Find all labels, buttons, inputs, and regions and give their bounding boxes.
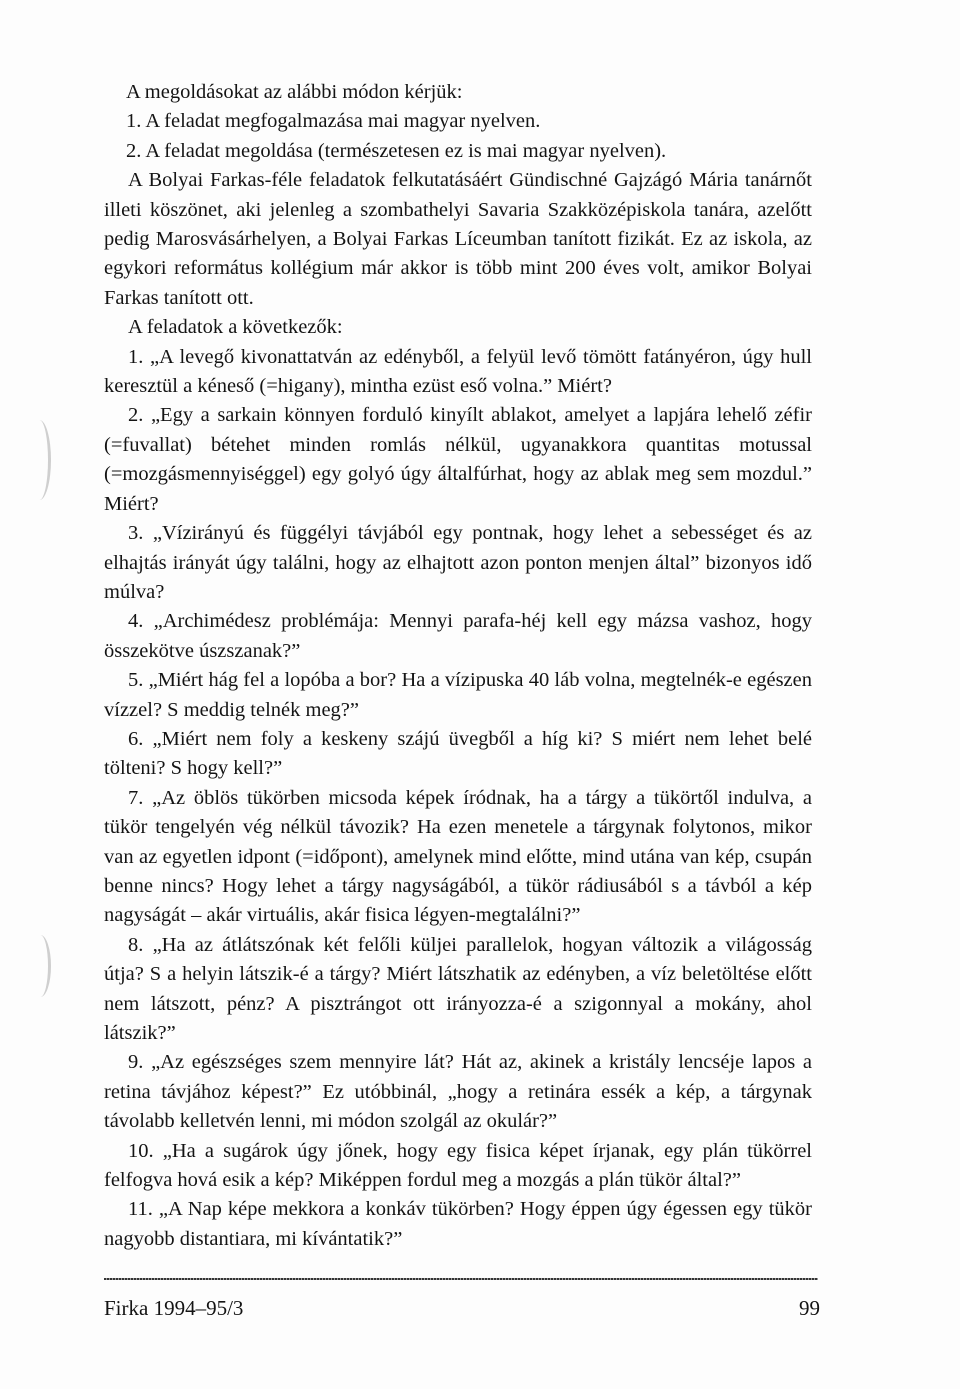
task-item: 11. „A Nap képe mekkora a konkáv tükörben? Hogy éppen úgy égessen egy tükör nagyobb distantiara, mi kívántatik?” xyxy=(104,1198,812,1250)
journal-issue: Firka 1994–95/3 xyxy=(104,1296,244,1320)
task-item: 10. „Ha a sugárok úgy jőnek, hogy egy fisica képet írjanak, egy plán tükörrel felfogva hová esik a kép? Miképpen fordul meg a mozgás a plán tükör által?” xyxy=(104,1139,812,1192)
task-item: 3. „Vízirányú és függélyi távjából egy pontnak, hogy lehet a sebességet és az elhajtás irányát úgy találni, hogy az elhajtott azon ponton menjen által” bizonyos idő múlva? xyxy=(104,522,812,603)
task-item: 4. „Archimédesz problémája: Mennyi parafa-héj kell egy mázsa vashoz, hogy összekötve úszszanak?” xyxy=(104,610,812,662)
tasks-heading: A feladatok a következők: xyxy=(128,316,343,339)
task-item: 6. „Miért nem foly a keskeny szájú üvegből a híg ki? S miért nem lehet belé tölteni? S hogy kell?” xyxy=(104,727,812,780)
footer-rule xyxy=(104,1278,818,1280)
body-text xyxy=(104,78,812,1254)
intro-line: 1. A feladat megfogalmazása mai magyar nyelven. xyxy=(126,110,541,133)
page-edge-shadow xyxy=(28,420,51,500)
task-item: 8. „Ha az átlátszónak két felőli küljei parallelok, hogyan változik a világosság útja? S a helyin látszik-é a tárgy? Miért látszhatik az edényben, a víz beletöltése előtt nem látszott, pénz? A pisztrángot ott irányozza-é a szigonnyal a mokány, ahol látszik?” xyxy=(104,933,812,1044)
task-item: 1. „A levegő kivonattatván az edényből, a felyül levő tömött fatányéron, úgy hull keresztül a kéneső (=higany), mintha ezüst eső volna.” Miért? xyxy=(104,345,812,398)
intro-line: 2. A feladat megoldása (természetesen ez is mai magyar nyelven). xyxy=(126,139,667,162)
page-number: 99 xyxy=(799,1296,820,1320)
task-item: 5. „Miért hág fel a lopóba a bor? Ha a vízipuska 40 láb volna, megtelnék-e egészen vízzel? S meddig telnék meg?” xyxy=(104,669,812,721)
task-item: 9. „Az egészséges szem mennyire lát? Hát az, akinek a kristály lencséje lapos a retina távjához képest?” Ez utóbbinál, „hogy a retinára essék a kép, a tárgynak távolabb kelletvén lenni, mi módon szolgál az okulár?” xyxy=(104,1051,812,1133)
task-item: 7. „Az öblös tükörben micsoda képek íródnak, ha a tárgy a tükörtől indulva, a tükör tengelyén vég nélkül távozik? Ha ezen menetele a tárgynak folytonos, mikor van az egyetlen idpont (=időpont), amelynek mind előtte, mind utána van kép, csupán benne nincs? Hogy lehet a tárgy nagyságából, a tükör rádiusából s a távból a kép nagyságát – akár virtuális, akár fisica légyen-megtalálni?” xyxy=(104,786,812,927)
page-edge-shadow xyxy=(30,935,51,997)
acknowledgement-paragraph: A Bolyai Farkas-féle feladatok felkutatásáért Gündischné Gajzágó Mária tanárnőt illeti köszönet, aki jelenleg a szombathelyi Savaria Szakközépiskola tanára, azelőtt pedig Marosvásárhelyen, a Bolyai Farkas Líceumban tanított fizikát. Ez az iskola, az egykori református kollégium már akkor is több mint 200 éves volt, amikor Bolyai Farkas tanított ott. xyxy=(104,169,812,309)
task-item: 2. „Egy a sarkain könnyen forduló kinyílt ablakot, amelyet a lapjára lehelő zéfir (=fuvallat) bétehet minden romlás nélkül, ugyanakkora quantitas motussal (=mozgásmennyiséggel) egy golyó úgy általfúrhat, hogy az ablak meg sem mozdul.” Miért? xyxy=(104,404,812,515)
intro-line: A megoldásokat az alábbi módon kérjük: xyxy=(126,81,463,103)
